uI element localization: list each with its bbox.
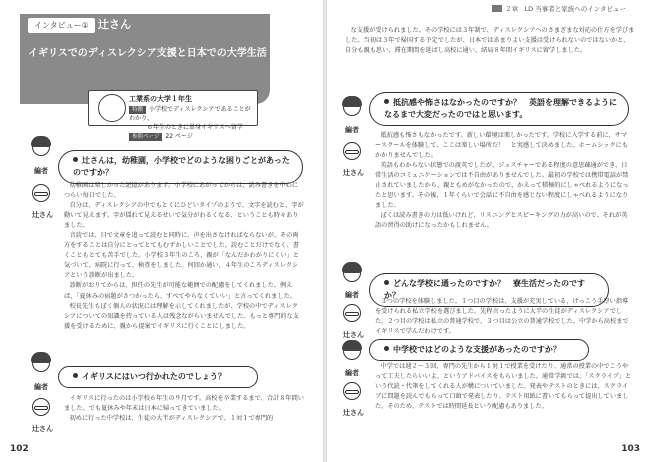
answer-4: ３つの学校を体験しました。１つ目の学校は、支援が充実している、けっこう手厚い指導を受けられる私立学校を選びました。先程言ったように大半の生徒がディスレクシアでした。２つ目の学校は私立の普通学校で、３つ目は公立の普通学校でした。中学から高校までイギリスで学んだわけです。 [375, 298, 629, 336]
question-5: 中学校ではどのような支援があったのですか？ [369, 339, 589, 361]
interviewee-name: 辻さん [98, 18, 131, 31]
question-4: どんな学校に通ったのですか？ 寮生活だったのですか？ [369, 273, 609, 307]
interviewer-avatar-icon [341, 262, 363, 288]
page-number-right: 103 [621, 444, 640, 454]
interviewee-avatar-icon [30, 396, 52, 422]
interviewer-avatar-icon [341, 340, 363, 366]
question-2: イギリスにはいつ行かれたのでしょう？ [58, 366, 258, 388]
interviewer-avatar-icon [30, 136, 52, 162]
page-number-left: 102 [10, 444, 29, 454]
feature-chip: 特徴 [129, 106, 146, 114]
answer-5: 中学では週２〜３回、専門の先生から１対１で授業を受けたり、通常の授業の中でこうやって工夫したらいいよ、というアドバイスをもらいました。通常学級では、「スクライブ」という代読・代筆をしてくれる人が構についていました。発表やテストのときには、スクライブに問題を読んでもらって口頭で発表したり、テスト用紙に書いてもらって提出していました。そのため、テストでは時間延長という配慮もありました。 [375, 363, 632, 411]
interviewer-avatar-icon [341, 96, 363, 122]
interviewee-label: 辻さん [343, 409, 364, 417]
left-page [0, 0, 323, 462]
interviewee-avatar-icon [341, 302, 363, 328]
interviewer-label: 編者 [34, 383, 48, 391]
profile-feature-2: ６年生のときに単身イギリスへ留学 [147, 123, 243, 131]
running-head: ２章 LD 当事者と家族へのインタビュー [492, 4, 626, 13]
profile-avatar-icon [98, 94, 126, 122]
profile-feature: 特徴 小学校でディスレクシアであることがわかり、 [129, 105, 251, 122]
interviewer-label: 編者 [345, 369, 359, 377]
answer-3: 抵抗感も怖さもなかったです。新しい環境は楽しかったです。学校に入学する前に、サマースクールを体験して、ここは楽しい場所だ！ と実感して決めました。ホームシックにもかかりませんでした。 英語もわからない状態での渡英でしたが、ジェスチャーである程度の意思疎通ができ、日常生活のコミュニケーションでは不自由がありませんでした。最初の学校では携帯電話が禁止されていましたから、親ともめがなかったので、かえって積極的にしゃべれるようになったと思います。その後、１年くらいで会話に不自由を感じない程度にしゃべれるようになりました。 ぼくは読み書きの力は低いけれど、リスニングとスピーキングの力が高いので、それが英語の習得の助けになったかもしれません。 [375, 132, 629, 230]
question-1: 辻さんは，幼稚園，小学校でどのような困りごとがあったのですか？ [58, 150, 303, 184]
profile-ref: 参照ページ 22 ページ [129, 132, 251, 141]
question-3: 抵抗感や怖さはなかったのですか？ 英語を理解できるようになるまで大変だったのではと思います。 [369, 92, 629, 126]
interviewee-avatar-icon [30, 182, 52, 208]
interviewee-avatar-icon [341, 380, 363, 406]
interviewer-label: 編者 [345, 291, 359, 299]
interviewee-label: 辻さん [32, 425, 53, 433]
right-page [327, 0, 650, 462]
ref-chip: 参照ページ [129, 133, 162, 141]
interviewee-label: 辻さん [343, 331, 364, 339]
answer-2: イギリスに行ったのは小学校６年生の９月です。高校を卒業するまで、合計８年間いました。でも夏休みや年末は日本に帰ってきていました。 初めに行った中学校は、生徒の大半がディスレクシアで、１対１で専門的 [64, 395, 304, 423]
interview-title: イギリスでのディスレクシア支援と日本での大学生活 [28, 48, 267, 59]
interview-tag: インタビュー① [28, 18, 95, 33]
chapter-marker-icon [492, 5, 502, 12]
profile-name: 工業系の大学１年生 [129, 95, 192, 103]
interviewer-label: 編者 [34, 167, 48, 175]
interviewer-label: 編者 [345, 126, 359, 134]
answer-continued: な支援が受けられました。その学校には３年制で、ディスレクシアへのさまざまな対応の仕方を学びました。当初は３年で帰国する予定でしたが、日本ではあまりよい支援は受けられないのではないかと、自分も親も思い、滞在期間を延ばし高校に通い、結局８年間イギリスに留学しました。 [345, 27, 635, 55]
answer-1: 幼稚園は楽しかった記憶があります。小学校にあがってからは、読み書きを中心につらい毎日でした。 自分は、ディスレクシアの中でもとくにひどいタイプのようで、文字を読むと、字が動いて見えます。字が揺れて見えるせいで気分がわるくなる、ということも時々ありました。 音読では、目で文章を追って読むと同時に、声を出さなければならないが、その両方をすることは自分にとってとてもむずかしいことでした。読むことだけでなく、書くこともとても苦手でした。小学校３年生のころ、親が「なんだかわかりにくい」と気づいて、病院に行って、検査をしました。何回か通い、４年生のころディスレクシアという診断が出ました。 診断がおりてからは、担任の先生が可能な範囲での配慮をしてくれました。例えば、「夏休みの宿題がさつかったら、すべてやらなくていい」と言ってくれました。 校長先生もぼく個人の状況には理解を示してくれましたが、学校の中でディスレクシアについての知識を持っている人は残念ながらいませんでした。もっと専門的な支援を受けるために、親から提案でイギリスに行くことにしました。 [64, 182, 304, 330]
interviewee-label: 辻さん [32, 211, 53, 219]
interviewee-label: 辻さん [343, 169, 364, 177]
interviewee-avatar-icon [341, 140, 363, 166]
interviewer-avatar-icon [30, 352, 52, 378]
